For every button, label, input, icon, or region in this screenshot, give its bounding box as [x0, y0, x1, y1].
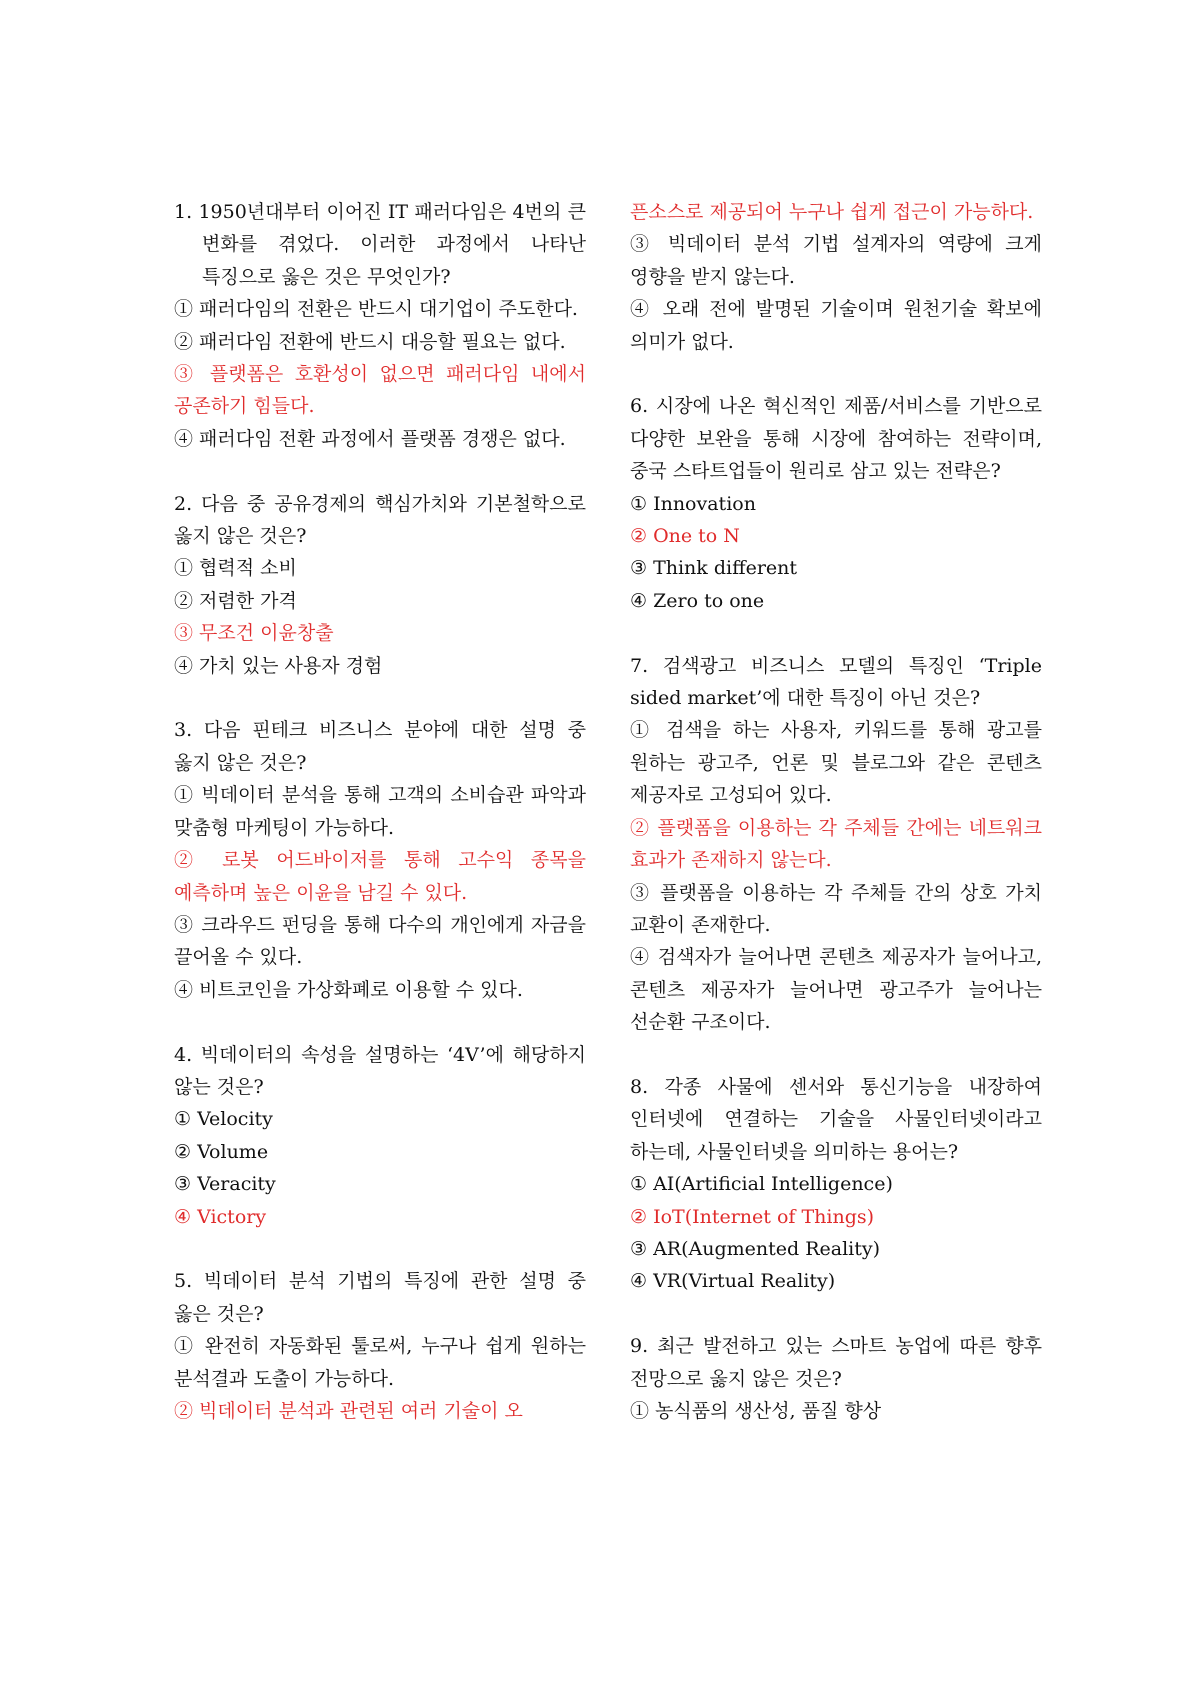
question-4 [174, 1039, 586, 1233]
question-stem: 8. 각종 사물에 센서와 통신기능을 내장하여 인터넷에 연결하는 기술을 사물인터넷이라고 하는데, 사물인터넷을 의미하는 용어는? [630, 1075, 1042, 1163]
option-1: ① 협력적 소비 [174, 557, 297, 580]
option-3: ③ AR(Augmented Reality) [630, 1237, 881, 1260]
option-1: ① 농식품의 생산성, 품질 향상 [630, 1399, 882, 1422]
option-2-answer: ② One to N [630, 525, 740, 548]
option-1: ① 완전히 자동화된 툴로써, 누구나 쉽게 원하는 분석결과 도출이 가능하다. [174, 1335, 586, 1390]
question-8 [630, 1071, 1042, 1298]
option-1: ① AI(Artificial Intelligence) [630, 1173, 893, 1196]
option-4: ④ 비트코인을 가상화폐로 이용할 수 있다. [174, 978, 523, 1001]
option-1: ① Innovation [630, 492, 756, 515]
question-7 [630, 650, 1042, 1039]
option-2: ② Volume [174, 1140, 269, 1163]
option-4-answer: ④ Victory [174, 1205, 267, 1228]
question-stem: 4. 빅데이터의 속성을 설명하는 ‘4V’에 해당하지 않는 것은? [174, 1043, 586, 1098]
option-1: ① 빅데이터 분석을 통해 고객의 소비습관 파악과 맞춤형 마케팅이 가능하다. [174, 784, 586, 839]
question-stem: 5. 빅데이터 분석 기법의 특징에 관한 설명 중 옳은 것은? [174, 1270, 586, 1325]
option-4: ④ 가치 있는 사용자 경험 [174, 654, 383, 677]
option-2-answer: ② 빅데이터 분석과 관련된 여러 기술이 오 [174, 1399, 523, 1422]
option-3: ③ Veracity [174, 1173, 276, 1196]
option-2-answer: ② 로봇 어드바이저를 통해 고수익 종목을 예측하며 높은 이윤을 남길 수 있다. [174, 849, 586, 904]
option-4: ④ 오래 전에 발명된 기술이며 원천기술 확보에 의미가 없다. [630, 298, 1042, 353]
question-5 [174, 1265, 586, 1427]
option-3-answer: ③ 플랫폼은 호환성이 없으면 패러다임 내에서 공존하기 힘들다. [174, 363, 586, 418]
question-6 [630, 390, 1042, 617]
question-stem: 1. 1950년대부터 이어진 IT 패러다임은 4번의 큰 변화를 겪었다. 이러한 과정에서 나타난 특징으로 옳은 것은 무엇인가? [174, 201, 586, 288]
question-stem: 6. 시장에 나온 혁신적인 제품/서비스를 기반으로 다양한 보완을 통해 시장에 참여하는 전략이며, 중국 스타트업들이 원리로 삼고 있는 전략은? [630, 395, 1042, 483]
question-1 [174, 196, 586, 455]
option-3: ③ 빅데이터 분석 기법 설계자의 역량에 크게 영향을 받지 않는다. [630, 233, 1042, 288]
option-4: ④ VR(Virtual Reality) [630, 1270, 836, 1293]
question-stem: 3. 다음 핀테크 비즈니스 분야에 대한 설명 중 옳지 않은 것은? [174, 719, 586, 774]
option-2: ② 저렴한 가격 [174, 589, 297, 612]
option-1: ① 패러다임의 전환은 반드시 대기업이 주도한다. [174, 298, 578, 321]
question-stem: 7. 검색광고 비즈니스 모델의 특징인 ‘Triple sided market’에 대한 특징이 아닌 것은? [630, 654, 1042, 710]
question-5-continued [630, 196, 1042, 358]
option-1: ① Velocity [174, 1108, 273, 1131]
right-column [630, 196, 1042, 1427]
left-column [174, 196, 586, 1427]
question-9 [630, 1330, 1042, 1427]
question-2 [174, 488, 586, 682]
option-2: ② 패러다임 전환에 반드시 대응할 필요는 없다. [174, 330, 566, 353]
option-3: ③ 크라우드 펀딩을 통해 다수의 개인에게 자금을 끌어올 수 있다. [174, 913, 586, 969]
option-2-answer: ② IoT(Internet of Things) [630, 1205, 875, 1228]
option-3: ③ Think different [630, 557, 798, 580]
option-2-answer-continued: 픈소스로 제공되어 누구나 쉽게 접근이 가능하다. [630, 201, 1034, 223]
option-4: ④ 패러다임 전환 과정에서 플랫폼 경쟁은 없다. [174, 427, 566, 450]
question-stem: 2. 다음 중 공유경제의 핵심가치와 기본철학으로 옳지 않은 것은? [174, 492, 586, 548]
option-2-answer: ② 플랫폼을 이용하는 각 주체들 간에는 네트워크 효과가 존재하지 않는다. [630, 816, 1042, 872]
question-stem: 9. 최근 발전하고 있는 스마트 농업에 따른 향후 전망으로 옳지 않은 것은? [630, 1335, 1042, 1390]
option-4: ④ Zero to one [630, 589, 765, 612]
option-4: ④ 검색자가 늘어나면 콘텐츠 제공자가 늘어나고, 콘텐츠 제공자가 늘어나면 광고주가 늘어나는 선순환 구조이다. [630, 946, 1042, 1034]
option-1: ① 검색을 하는 사용자, 키워드를 통해 광고를 원하는 광고주, 언론 및 블로그와 같은 콘텐츠 제공자로 고성되어 있다. [630, 719, 1042, 807]
option-3-answer: ③ 무조건 이윤창출 [174, 622, 334, 645]
option-3: ③ 플랫폼을 이용하는 각 주체들 간의 상호 가치 교환이 존재한다. [630, 881, 1042, 936]
question-3 [174, 714, 586, 1006]
